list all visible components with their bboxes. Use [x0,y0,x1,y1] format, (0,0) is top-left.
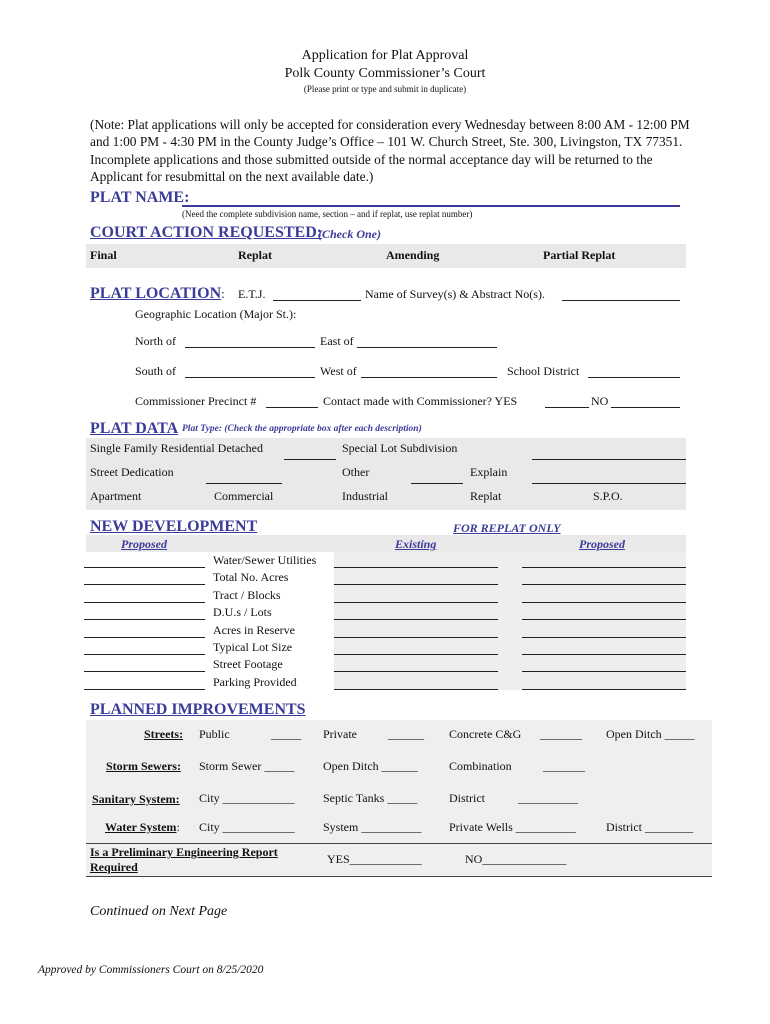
new-dev-item-label: Total No. Acres [213,570,289,585]
other-checkbox[interactable] [411,483,463,484]
replat-type-label: Replat [470,489,502,503]
explain-field[interactable] [532,483,686,484]
explain-label: Explain [470,465,508,479]
streets-label: Streets: [144,727,184,741]
streets-concrete-blank[interactable]: _______ [540,727,582,741]
plat-name-label: PLAT NAME: [90,189,190,206]
etj-label: E.T.J. [238,287,266,301]
west-of-label: West of [320,364,357,378]
for-replat-only-label: FOR REPLAT ONLY [453,521,561,535]
new-development-label: NEW DEVELOPMENT [90,518,258,535]
option-replat[interactable]: Replat [238,248,272,262]
new-dev-item-label: Tract / Blocks [213,587,281,602]
improvements-divider [86,843,712,844]
existing-field[interactable] [334,602,498,603]
existing-field[interactable] [334,689,498,690]
streets-open-ditch[interactable]: Open Ditch _____ [606,727,695,741]
proposed-field[interactable] [84,584,205,585]
planned-improvements-label: PLANNED IMPROVEMENTS [90,701,306,718]
proposed-field[interactable] [84,671,205,672]
plat-location-text: PLAT LOCATION [90,285,222,302]
south-of-label: South of [135,364,177,378]
contact-no-label: NO [591,394,609,408]
streets-private: Private [323,727,357,741]
streets-concrete: Concrete C&G [449,727,522,741]
existing-column-header: Existing [395,537,437,551]
submission-note: (Note: Plat applications will only be accepted for consideration every Wednesday between 8:00 AM - 12:00 PM and 1:00 PM - 4:30 PM in the County Judge’s Office – 101 W. Church Street, Ste. 300, Livingston, TX 77351. Incomplete applications and those submitted outside of the normal acceptance day will be returned to the Applicant for resubmittal on the next available date.) [90,117,690,185]
sanitary-septic[interactable]: Septic Tanks _____ [323,791,418,805]
proposed-field[interactable] [84,654,205,655]
streets-private-blank[interactable]: ______ [388,727,424,741]
existing-field[interactable] [334,637,498,638]
commissioner-precinct-field[interactable] [266,407,318,408]
water-private-wells[interactable]: Private Wells __________ [449,820,576,834]
water-system-field[interactable]: System __________ [323,820,422,834]
street-dedication-checkbox[interactable] [206,483,282,484]
plat-name-field[interactable] [182,205,680,207]
court-action-label: COURT ACTION REQUESTED: [90,224,323,241]
storm-combination: Combination [449,759,512,773]
storm-sewers-label: Storm Sewers: [106,759,181,773]
commissioner-precinct-label: Commissioner Precinct # [135,394,257,408]
street-dedication-label: Street Dedication [90,465,174,479]
replat-proposed-field[interactable] [522,567,686,568]
water-district[interactable]: District ________ [606,820,693,834]
engineering-report-label: Is a Preliminary Engineering Report [90,845,278,859]
contact-commissioner-label: Contact made with Commissioner? YES [323,394,518,408]
proposed-field[interactable] [84,602,205,603]
sanitary-district: District [449,791,485,805]
replat-proposed-field[interactable] [522,689,686,690]
existing-field[interactable] [334,567,498,568]
approval-date: Approved by Commissioners Court on 8/25/2020 [38,964,264,976]
storm-open-ditch[interactable]: Open Ditch ______ [323,759,418,773]
option-amending[interactable]: Amending [386,248,440,262]
north-of-label: North of [135,334,176,348]
east-of-label: East of [320,334,354,348]
proposed-column-header: Proposed [121,537,167,551]
sanitary-city[interactable]: City ____________ [199,791,295,805]
survey-field[interactable] [562,300,680,301]
replat-proposed-field[interactable] [522,637,686,638]
water-city[interactable]: City ____________ [199,820,295,834]
option-partial-replat[interactable]: Partial Replat [543,248,616,262]
south-of-field[interactable] [185,377,315,378]
form-instruction: (Please print or type and submit in duplicate) [303,84,467,94]
engineering-yes[interactable]: YES____________ [327,852,422,866]
existing-field[interactable] [334,671,498,672]
special-lot-label: Special Lot Subdivision [342,441,458,455]
existing-field[interactable] [334,619,498,620]
apartment-label: Apartment [90,489,142,503]
plat-type-hint: Plat Type: (Check the appropriate box after each description) [182,424,422,434]
industrial-label: Industrial [342,489,388,503]
new-dev-item-label: Typical Lot Size [213,640,293,654]
replat-columns-shade [334,552,686,690]
proposed-field[interactable] [84,567,205,568]
survey-label: Name of Survey(s) & Abstract No(s). [365,287,545,301]
sanitary-system-label: Sanitary System: [92,792,180,806]
new-dev-item-label: Acres in Reserve [213,622,295,637]
commercial-label: Commercial [214,489,274,503]
proposed-field[interactable] [84,689,205,690]
contact-no-field[interactable] [611,407,680,408]
option-final[interactable]: Final [90,248,117,262]
continued-note: Continued on Next Page [90,904,228,919]
replat-proposed-field[interactable] [522,602,686,603]
sfr-checkbox[interactable] [284,459,336,460]
court-action-check-hint: (Check One) [318,227,381,241]
school-district-label: School District [507,364,580,378]
replat-proposed-field[interactable] [522,619,686,620]
streets-public: Public [199,727,230,741]
sanitary-district-blank[interactable]: __________ [518,791,578,805]
water-system-colon: : [176,820,180,834]
replat-proposed-field[interactable] [522,671,686,672]
water-system-label [105,820,180,835]
storm-combination-blank[interactable]: _______ [543,759,585,773]
plat-name-hint: (Need the complete subdivision name, section – and if replat, use replat number) [182,209,473,219]
water-system-text: Water System [105,820,177,834]
plat-location-label [90,285,225,303]
new-dev-item-label: D.U.s / Lots [213,605,272,620]
spo-label: S.P.O. [593,489,623,503]
geo-location-label: Geographic Location (Major St.): [135,307,297,321]
new-dev-item-label: Water/Sewer Utilities [213,553,317,567]
storm-sewer-field[interactable]: Storm Sewer _____ [199,759,295,773]
replat-proposed-field[interactable] [522,654,686,655]
existing-field[interactable] [334,584,498,585]
improvements-bottom-line [86,876,712,877]
proposed-field[interactable] [84,619,205,620]
engineering-no[interactable]: NO______________ [465,852,567,866]
plat-location-colon: : [221,286,225,301]
school-district-field[interactable] [588,377,680,378]
other-label: Other [342,465,370,479]
new-dev-item-label: Parking Provided [213,674,297,689]
streets-public-blank[interactable]: _____ [271,727,301,741]
east-of-field[interactable] [357,347,497,348]
proposed-replat-column-header: Proposed [579,537,625,551]
proposed-field[interactable] [84,637,205,638]
existing-field[interactable] [334,654,498,655]
special-lot-checkbox[interactable] [532,459,686,460]
engineering-report-required: Required [90,860,138,874]
contact-yes-field[interactable] [545,407,589,408]
form-title: Application for Plat Approval [301,48,469,63]
etj-field[interactable] [273,300,361,301]
plat-data-label: PLAT DATA [90,420,179,437]
replat-proposed-field[interactable] [522,584,686,585]
new-dev-item-label: Street Footage [213,657,283,672]
sfr-label: Single Family Residential Detached [90,441,263,455]
form-subtitle: Polk County Commissioner’s Court [284,66,486,81]
north-of-field[interactable] [185,347,315,348]
west-of-field[interactable] [361,377,497,378]
